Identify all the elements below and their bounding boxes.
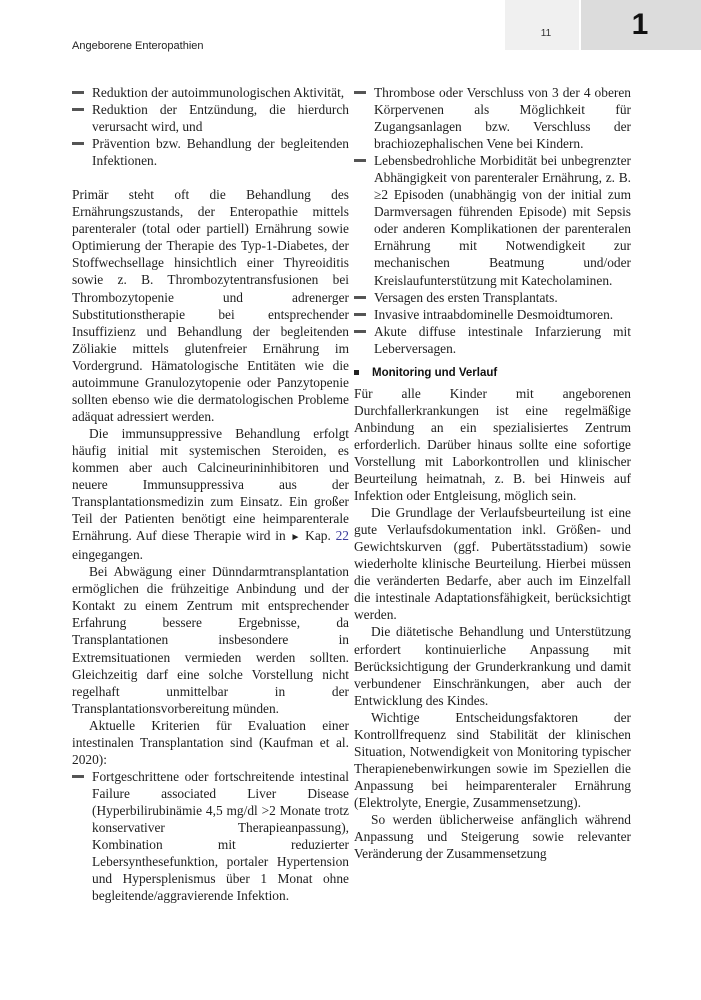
page-number: 11 — [540, 28, 552, 39]
right-column — [354, 84, 631, 862]
paragraph-with-reference — [72, 425, 349, 563]
paragraph: Die Grundlage der Verlaufsbeurteilung ist eine gute Verlaufsdokumentation inkl. Größen- und Gewichtskurven (ggf. Pubertätsstadium) sowie wiederholte klinische Beurteilung. Hierbei müssen die veränderten Bedarfe, aber auch im Einzelfall die intestinale Adaptationsfähigkeit, berücksichtigt werden. — [354, 505, 631, 623]
goals-list — [72, 84, 349, 169]
reference-prefix: Kap. — [300, 528, 336, 544]
transplant-criteria-list — [72, 768, 349, 904]
list-item: Akute diffuse intestinale Infarzierung mit Leberversagen. — [354, 323, 631, 357]
list-item: Lebensbedrohliche Morbidität bei unbegrenzter Abhängigkeit von parenteraler Ernährung, z. B. ≥2 Episoden (unabhängig von der initial zum Darmversagen führenden Episode) mit Sepsis oder anderen Komplikationen der parenteralen Ernährung mit Notwendigkeit zur mechanischen Beatmung und/oder Kreislaufunterstützung mit Katecholaminen. — [354, 152, 631, 288]
left-column — [72, 84, 349, 904]
reference-arrow-icon: ► — [290, 532, 301, 544]
section-heading-text: Monitoring und Verlauf — [372, 366, 498, 379]
list-item: Reduktion der autoimmunologischen Aktivität, — [72, 84, 349, 101]
paragraph: Für alle Kinder mit angeborenen Durchfallerkrankungen ist eine regelmäßige Anbindung an ein spezialisiertes Zentrum erforderlich. Darüber hinaus sollte eine sofortige Vorstellung mit Laborkontrollen und klinischer Beurteilung heimatnah, z. B. bei Hinweis auf Infektion oder Entgleisung, möglich sein. — [354, 385, 631, 504]
list-item: Prävention bzw. Behandlung der begleitenden Infektionen. — [72, 135, 349, 169]
list-item: Invasive intraabdominelle Desmoidtumoren. — [354, 306, 631, 323]
running-title: Angeborene Enteropathien — [72, 40, 204, 52]
paragraph: Die diätetische Behandlung und Unterstützung erfordert kontinuierliche Anpassung mit Berücksichtigung der Grunderkrankung und damit verbundener Einschränkungen, aber auch der Entwicklung des Kindes. — [354, 624, 631, 708]
list-item: Reduktion der Entzündung, die hierdurch verursacht wird, und — [72, 101, 349, 135]
section-heading — [354, 365, 631, 382]
transplant-criteria-list-continued — [354, 84, 631, 357]
chapter-number: 1 — [631, 8, 649, 41]
chapter-link[interactable]: 22 — [335, 528, 349, 544]
list-item: Versagen des ersten Transplantats. — [354, 289, 631, 306]
section-square-icon — [354, 370, 359, 375]
paragraph: Bei Abwägung einer Dünndarmtransplantation ermöglichen die frühzeitige Anbindung und der Kontakt zu einem Zentrum mit entsprechender Erfahrung bessere Ergebnisse, da Transplantationen insbesondere in Extremsituationen vermieden werden sollten. Gleichzeitig darf eine solche Vorstellung nicht regelhaft unmittelbar in der Transplantationsvorbereitung münden. — [72, 564, 349, 716]
paragraph: So werden üblicherweise anfänglich während Anpassung und Steigerung sowie relevanter Veränderung der Zusammensetzung — [354, 811, 631, 862]
list-item: Fortgeschrittene oder fortschreitende intestinal Failure associated Liver Disease (Hyperbilirubinämie 4,5 mg/dl >2 Monate trotz konservativer Therapieanpassung), Kombination mit reduzierter Lebersynthesefunktion, portaler Hypertension und Hypersplenismus über 1 Monat ohne begleitende/aggravierende Infektion. — [72, 768, 349, 904]
paragraph: Primär steht oft die Behandlung des Ernährungszustands, der Enteropathie mittels parenteraler (total oder partiell) Ernährung sowie Optimierung der Therapie des Typ-1-Diabetes, der Stoffwechsellage hinsichtlich einer Thyreoiditis sowie z. B. Thrombozytentransfusionen bei Thrombozytopenie und adrenerger Substitutionstherapie bei entsprechender Insuffizienz und Behandlung der begleitenden Zöliakie mittels glutenfreier Ernährung im Vordergrund. Hämatologische Entitäten wie die autoimmune Granulozytopenie oder Panzytopenie sollten ebenso wie die dermatologischen Probleme adäquat adressiert werden. — [72, 187, 349, 424]
list-item: Thrombose oder Verschluss von 3 der 4 oberen Körpervenen als Möglichkeit für Zugangsanlagen bzw. Verschluss der brachiozephalischen Vene bei Kindern. — [354, 84, 631, 152]
paragraph-text: eingegangen. — [72, 547, 144, 563]
paragraph-text: Die immunsuppressive Behandlung erfolgt häufig initial mit systemischen Steroiden, es kommen aber auch Calcineurininhibitoren und neuere Immunsuppressiva aus der Transplantationsmedizin zum Einsatz. Ein großer Teil der Patienten benötigt eine heimparenterale Ernährung. Auf diese Therapie wird in — [72, 425, 349, 544]
page-number-box — [505, 0, 579, 50]
paragraph: Wichtige Entscheidungsfaktoren der Kontrollfrequenz sind Stabilität der klinischen Situation, Notwendigkeit von Monitoring typischer Therapienebenwirkungen sowie im Speziellen die Anpassung bei heimparenteraler Ernährung (Elektrolyte, Energie, Zusammensetzung). — [354, 709, 631, 810]
paragraph: Aktuelle Kriterien für Evaluation einer intestinalen Transplantation sind (Kaufman et al. 2020): — [72, 717, 349, 767]
